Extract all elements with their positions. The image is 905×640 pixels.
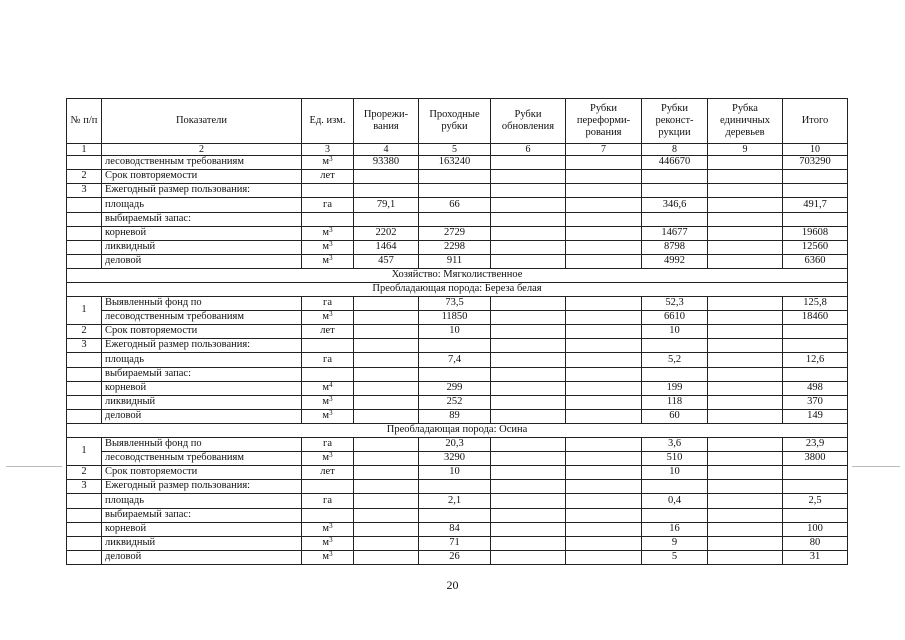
table-row — [67, 523, 848, 537]
row-label: выбираемый запас: — [102, 213, 302, 227]
section-heading-row — [67, 424, 848, 438]
table-row — [67, 509, 848, 523]
table-row — [67, 368, 848, 382]
value-cell: 73,5 — [419, 297, 491, 311]
value-cell: 3,6 — [642, 438, 708, 452]
row-number: 2 — [67, 170, 102, 184]
value-cell: 60 — [642, 410, 708, 424]
value-cell: 703290 — [783, 156, 848, 170]
table-row — [67, 311, 848, 325]
unit-cell: га — [302, 198, 354, 213]
value-cell: 80 — [783, 537, 848, 551]
unit-cell: $м^3$ — [302, 156, 354, 170]
value-cell: 79,1 — [354, 198, 419, 213]
header-row — [67, 99, 848, 144]
value-cell: 89 — [419, 410, 491, 424]
row-label: корневой — [102, 227, 302, 241]
value-cell: 10 — [642, 325, 708, 339]
row-label: лесоводственным требованиям — [102, 452, 302, 466]
forest-use-table — [66, 98, 848, 565]
value-cell: 52,3 — [642, 297, 708, 311]
row-label: ликвидный — [102, 241, 302, 255]
table-row — [67, 494, 848, 509]
value-cell: 66 — [419, 198, 491, 213]
table-row — [67, 297, 848, 311]
value-cell: 2,1 — [419, 494, 491, 509]
header-cell: Прорежи-вания — [354, 99, 419, 144]
unit-cell: $м^3$ — [302, 523, 354, 537]
value-cell: 2,5 — [783, 494, 848, 509]
value-cell: 12,6 — [783, 353, 848, 368]
value-cell: 84 — [419, 523, 491, 537]
table-row — [67, 438, 848, 452]
column-number: 3 — [302, 144, 354, 156]
value-cell: 0,4 — [642, 494, 708, 509]
row-number: 2 — [67, 466, 102, 480]
row-label: Срок повторяемости — [102, 170, 302, 184]
table-row — [67, 353, 848, 368]
value-cell: 12560 — [783, 241, 848, 255]
value-cell: 1464 — [354, 241, 419, 255]
unit-cell: лет — [302, 170, 354, 184]
value-cell: 16 — [642, 523, 708, 537]
value-cell: 498 — [783, 382, 848, 396]
unit-cell: $м^3$ — [302, 396, 354, 410]
unit-cell: $м^3$ — [302, 537, 354, 551]
farm-heading: Хозяйство: Мягколиственное — [67, 269, 848, 283]
value-cell: 125,8 — [783, 297, 848, 311]
table-row — [67, 339, 848, 353]
column-number: 9 — [708, 144, 783, 156]
value-cell: 8798 — [642, 241, 708, 255]
table-row — [67, 241, 848, 255]
row-label: площадь — [102, 353, 302, 368]
value-cell: 5 — [642, 551, 708, 565]
value-cell: 149 — [783, 410, 848, 424]
row-label: Ежегодный размер пользования: — [102, 480, 302, 494]
column-number-row — [67, 144, 848, 156]
value-cell: 10 — [642, 466, 708, 480]
value-cell: 3290 — [419, 452, 491, 466]
table-row — [67, 325, 848, 339]
value-cell: 4992 — [642, 255, 708, 269]
unit-cell: $м^3$ — [302, 551, 354, 565]
header-cell: Проходные рубки — [419, 99, 491, 144]
unit-cell: га — [302, 297, 354, 311]
value-cell: 20,3 — [419, 438, 491, 452]
row-label: площадь — [102, 494, 302, 509]
unit-cell: $м^3$ — [302, 241, 354, 255]
header-cell: Рубки переформи-рования — [566, 99, 642, 144]
row-label: площадь — [102, 198, 302, 213]
page-number: 20 — [446, 578, 459, 592]
header-cell: Рубки обновления — [491, 99, 566, 144]
value-cell: 26 — [419, 551, 491, 565]
row-label: деловой — [102, 255, 302, 269]
row-label: лесоводственным требованиям — [102, 156, 302, 170]
unit-cell: $м^3$ — [302, 410, 354, 424]
section-heading-row — [67, 283, 848, 297]
row-label: Ежегодный размер пользования: — [102, 339, 302, 353]
column-number: 8 — [642, 144, 708, 156]
value-cell: 2202 — [354, 227, 419, 241]
row-number: 3 — [67, 480, 102, 494]
section-heading-row — [67, 269, 848, 283]
value-cell: 5,2 — [642, 353, 708, 368]
header-cell: Рубки реконст-рукции — [642, 99, 708, 144]
table-row — [67, 480, 848, 494]
row-label: выбираемый запас: — [102, 368, 302, 382]
value-cell: 31 — [783, 551, 848, 565]
value-cell: 299 — [419, 382, 491, 396]
row-label: Выявленный фонд по — [102, 297, 302, 311]
row-label: деловой — [102, 551, 302, 565]
value-cell: 6360 — [783, 255, 848, 269]
row-label: Ежегодный размер пользования: — [102, 184, 302, 198]
unit-cell: лет — [302, 325, 354, 339]
column-number: 2 — [102, 144, 302, 156]
table-row — [67, 551, 848, 565]
unit-cell: $м^3$ — [302, 311, 354, 325]
value-cell: 163240 — [419, 156, 491, 170]
row-number: 1 — [67, 297, 102, 325]
header-cell: Итого — [783, 99, 848, 144]
table-row — [67, 537, 848, 551]
row-label: Выявленный фонд по — [102, 438, 302, 452]
value-cell: 23,9 — [783, 438, 848, 452]
row-label: ликвидный — [102, 537, 302, 551]
unit-cell: га — [302, 353, 354, 368]
value-cell: 118 — [642, 396, 708, 410]
row-label: лесоводственным требованиям — [102, 311, 302, 325]
header-cell: № п/п — [67, 99, 102, 144]
value-cell: 10 — [419, 466, 491, 480]
unit-cell: лет — [302, 466, 354, 480]
row-label: деловой — [102, 410, 302, 424]
table-row — [67, 198, 848, 213]
table-row — [67, 410, 848, 424]
table-row — [67, 184, 848, 198]
row-label: Срок повторяемости — [102, 325, 302, 339]
unit-cell: $м^3$ — [302, 227, 354, 241]
header-cell: Показатели — [102, 99, 302, 144]
value-cell: 457 — [354, 255, 419, 269]
row-label: корневой — [102, 382, 302, 396]
value-cell: 370 — [783, 396, 848, 410]
table-row — [67, 170, 848, 184]
row-label: Срок повторяемости — [102, 466, 302, 480]
column-number: 10 — [783, 144, 848, 156]
table-row — [67, 255, 848, 269]
value-cell: 19608 — [783, 227, 848, 241]
scan-artifact — [852, 466, 900, 467]
species-heading: Преобладающая порода: Береза белая — [67, 283, 848, 297]
table-row — [67, 213, 848, 227]
row-number: 3 — [67, 339, 102, 353]
value-cell: 93380 — [354, 156, 419, 170]
column-number: 4 — [354, 144, 419, 156]
row-label: корневой — [102, 523, 302, 537]
value-cell: 18460 — [783, 311, 848, 325]
value-cell: 199 — [642, 382, 708, 396]
table-row — [67, 382, 848, 396]
value-cell: 71 — [419, 537, 491, 551]
unit-cell: $м^3$ — [302, 255, 354, 269]
value-cell: 100 — [783, 523, 848, 537]
species-heading: Преобладающая порода: Осина — [67, 424, 848, 438]
row-number: 3 — [67, 184, 102, 198]
value-cell: 10 — [419, 325, 491, 339]
table-row — [67, 156, 848, 170]
unit-cell: $м^3$ — [302, 452, 354, 466]
value-cell: 14677 — [642, 227, 708, 241]
row-label: ликвидный — [102, 396, 302, 410]
row-label: выбираемый запас: — [102, 509, 302, 523]
value-cell: 11850 — [419, 311, 491, 325]
unit-cell: $м^4$ — [302, 382, 354, 396]
value-cell: 446670 — [642, 156, 708, 170]
value-cell: 2729 — [419, 227, 491, 241]
value-cell: 3800 — [783, 452, 848, 466]
column-number: 1 — [67, 144, 102, 156]
scan-artifact — [6, 466, 62, 467]
value-cell: 2298 — [419, 241, 491, 255]
header-cell: Ед. изм. — [302, 99, 354, 144]
table-row — [67, 396, 848, 410]
value-cell: 491,7 — [783, 198, 848, 213]
value-cell: 9 — [642, 537, 708, 551]
value-cell: 346,6 — [642, 198, 708, 213]
row-number: 2 — [67, 325, 102, 339]
table-row — [67, 466, 848, 480]
table-row — [67, 452, 848, 466]
unit-cell: га — [302, 494, 354, 509]
table-row — [67, 227, 848, 241]
value-cell: 252 — [419, 396, 491, 410]
column-number: 5 — [419, 144, 491, 156]
value-cell: 7,4 — [419, 353, 491, 368]
column-number: 6 — [491, 144, 566, 156]
value-cell: 6610 — [642, 311, 708, 325]
value-cell: 911 — [419, 255, 491, 269]
row-number: 1 — [67, 438, 102, 466]
unit-cell: га — [302, 438, 354, 452]
column-number: 7 — [566, 144, 642, 156]
header-cell: Рубка единичных деревьев — [708, 99, 783, 144]
value-cell: 510 — [642, 452, 708, 466]
